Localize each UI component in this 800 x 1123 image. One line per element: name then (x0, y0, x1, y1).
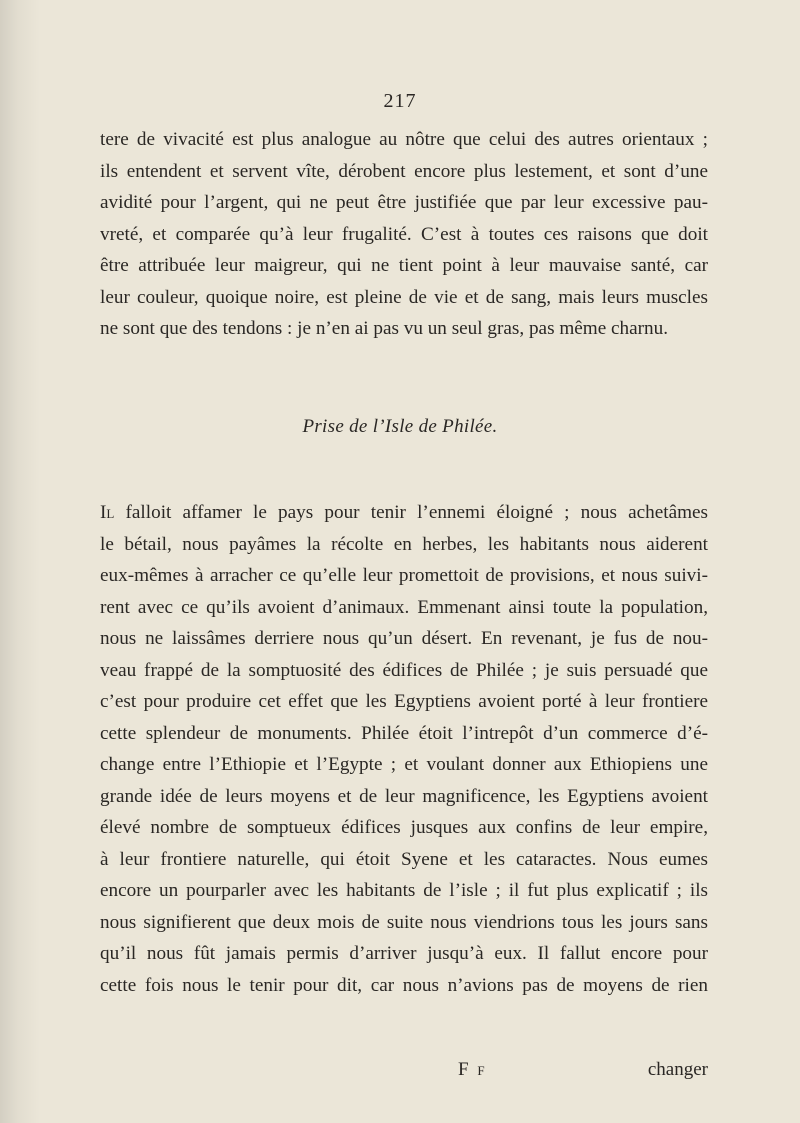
signature-mark: F f (458, 1059, 487, 1080)
text-line: rent avec ce qu’ils avoient d’animaux. Emmenant ainsi toute la population, (100, 596, 708, 618)
text-line: veau frappé de la somptuosité des édifices de Philée ; je suis persuadé que (100, 659, 708, 681)
text-line: cette splendeur de monuments. Philée étoit l’intrepôt d’un commerce d’é- (100, 722, 708, 744)
page-footer (100, 1059, 708, 1089)
text-line: cette fois nous le tenir pour dit, car nous n’avions pas de moyens de rien (100, 974, 708, 996)
catchword: changer (647, 1059, 708, 1080)
initial-word: Il (100, 502, 115, 523)
text-line: change entre l’Ethiopie et l’Egypte ; et voulant donner aux Ethiopiens une (100, 754, 708, 775)
text-line: être attribuée leur maigreur, qui ne tient point à leur mauvaise santé, car (100, 255, 708, 276)
text-line: élevé nombre de somptueux édifices jusques aux confins de leur empire, (100, 817, 708, 838)
text-line: leur couleur, quoique noire, est pleine de vie et de sang, mais leurs muscles (100, 286, 708, 308)
section-heading: Prise de l’Isle de Philée. (302, 416, 498, 437)
page-number: 217 (383, 90, 417, 112)
text-line: eux-mêmes à arracher ce qu’elle leur promettoit de provisions, et nous suivi- (100, 565, 708, 586)
text-line: qu’il nous fût jamais permis d’arriver jusqu’à eux. Il fallut encore pour (100, 943, 708, 964)
text-line: avidité pour l’argent, qui ne peut être justifiée que par leur excessive pau- (100, 192, 708, 213)
first-line-rest: falloit affamer le pays pour tenir l’ennemi éloigné ; nous achetâmes (114, 502, 708, 523)
text-line: nous ne laissâmes derriere nous qu’un désert. En revenant, je fus de nou- (100, 628, 708, 649)
text-line: vreté, et comparée qu’à leur frugalité. C’est à toutes ces raisons que doit (100, 223, 708, 245)
text-line: ils entendent et servent vîte, dérobent encore plus lestement, et sont d’une (100, 160, 708, 182)
text-line: à leur frontiere naturelle, qui étoit Syene et les cataractes. Nous eumes (100, 848, 708, 870)
text-line: tere de vivacité est plus analogue au nôtre que celui des autres orientaux ; (100, 129, 708, 150)
paragraph-1 (100, 124, 708, 345)
text-line: le bétail, nous payâmes la récolte en herbes, les habitants nous aiderent (100, 533, 708, 555)
text-line-first (100, 497, 708, 529)
text-line: nous signifierent que deux mois de suite nous viendrions tous les jours sans (100, 911, 708, 933)
text-line: encore un pourparler avec les habitants de l’isle ; il fut plus explicatif ; ils (100, 880, 708, 901)
text-line: ne sont que des tendons : je n’en ai pas vu un seul gras, pas même charnu. (100, 318, 669, 339)
text-line: c’est pour produire cet effet que les Egyptiens avoient porté à leur frontiere (100, 691, 708, 712)
paragraph-2 (100, 497, 708, 1001)
text-line: grande idée de leurs moyens et de leur magnificence, les Egyptiens avoient (100, 785, 708, 807)
